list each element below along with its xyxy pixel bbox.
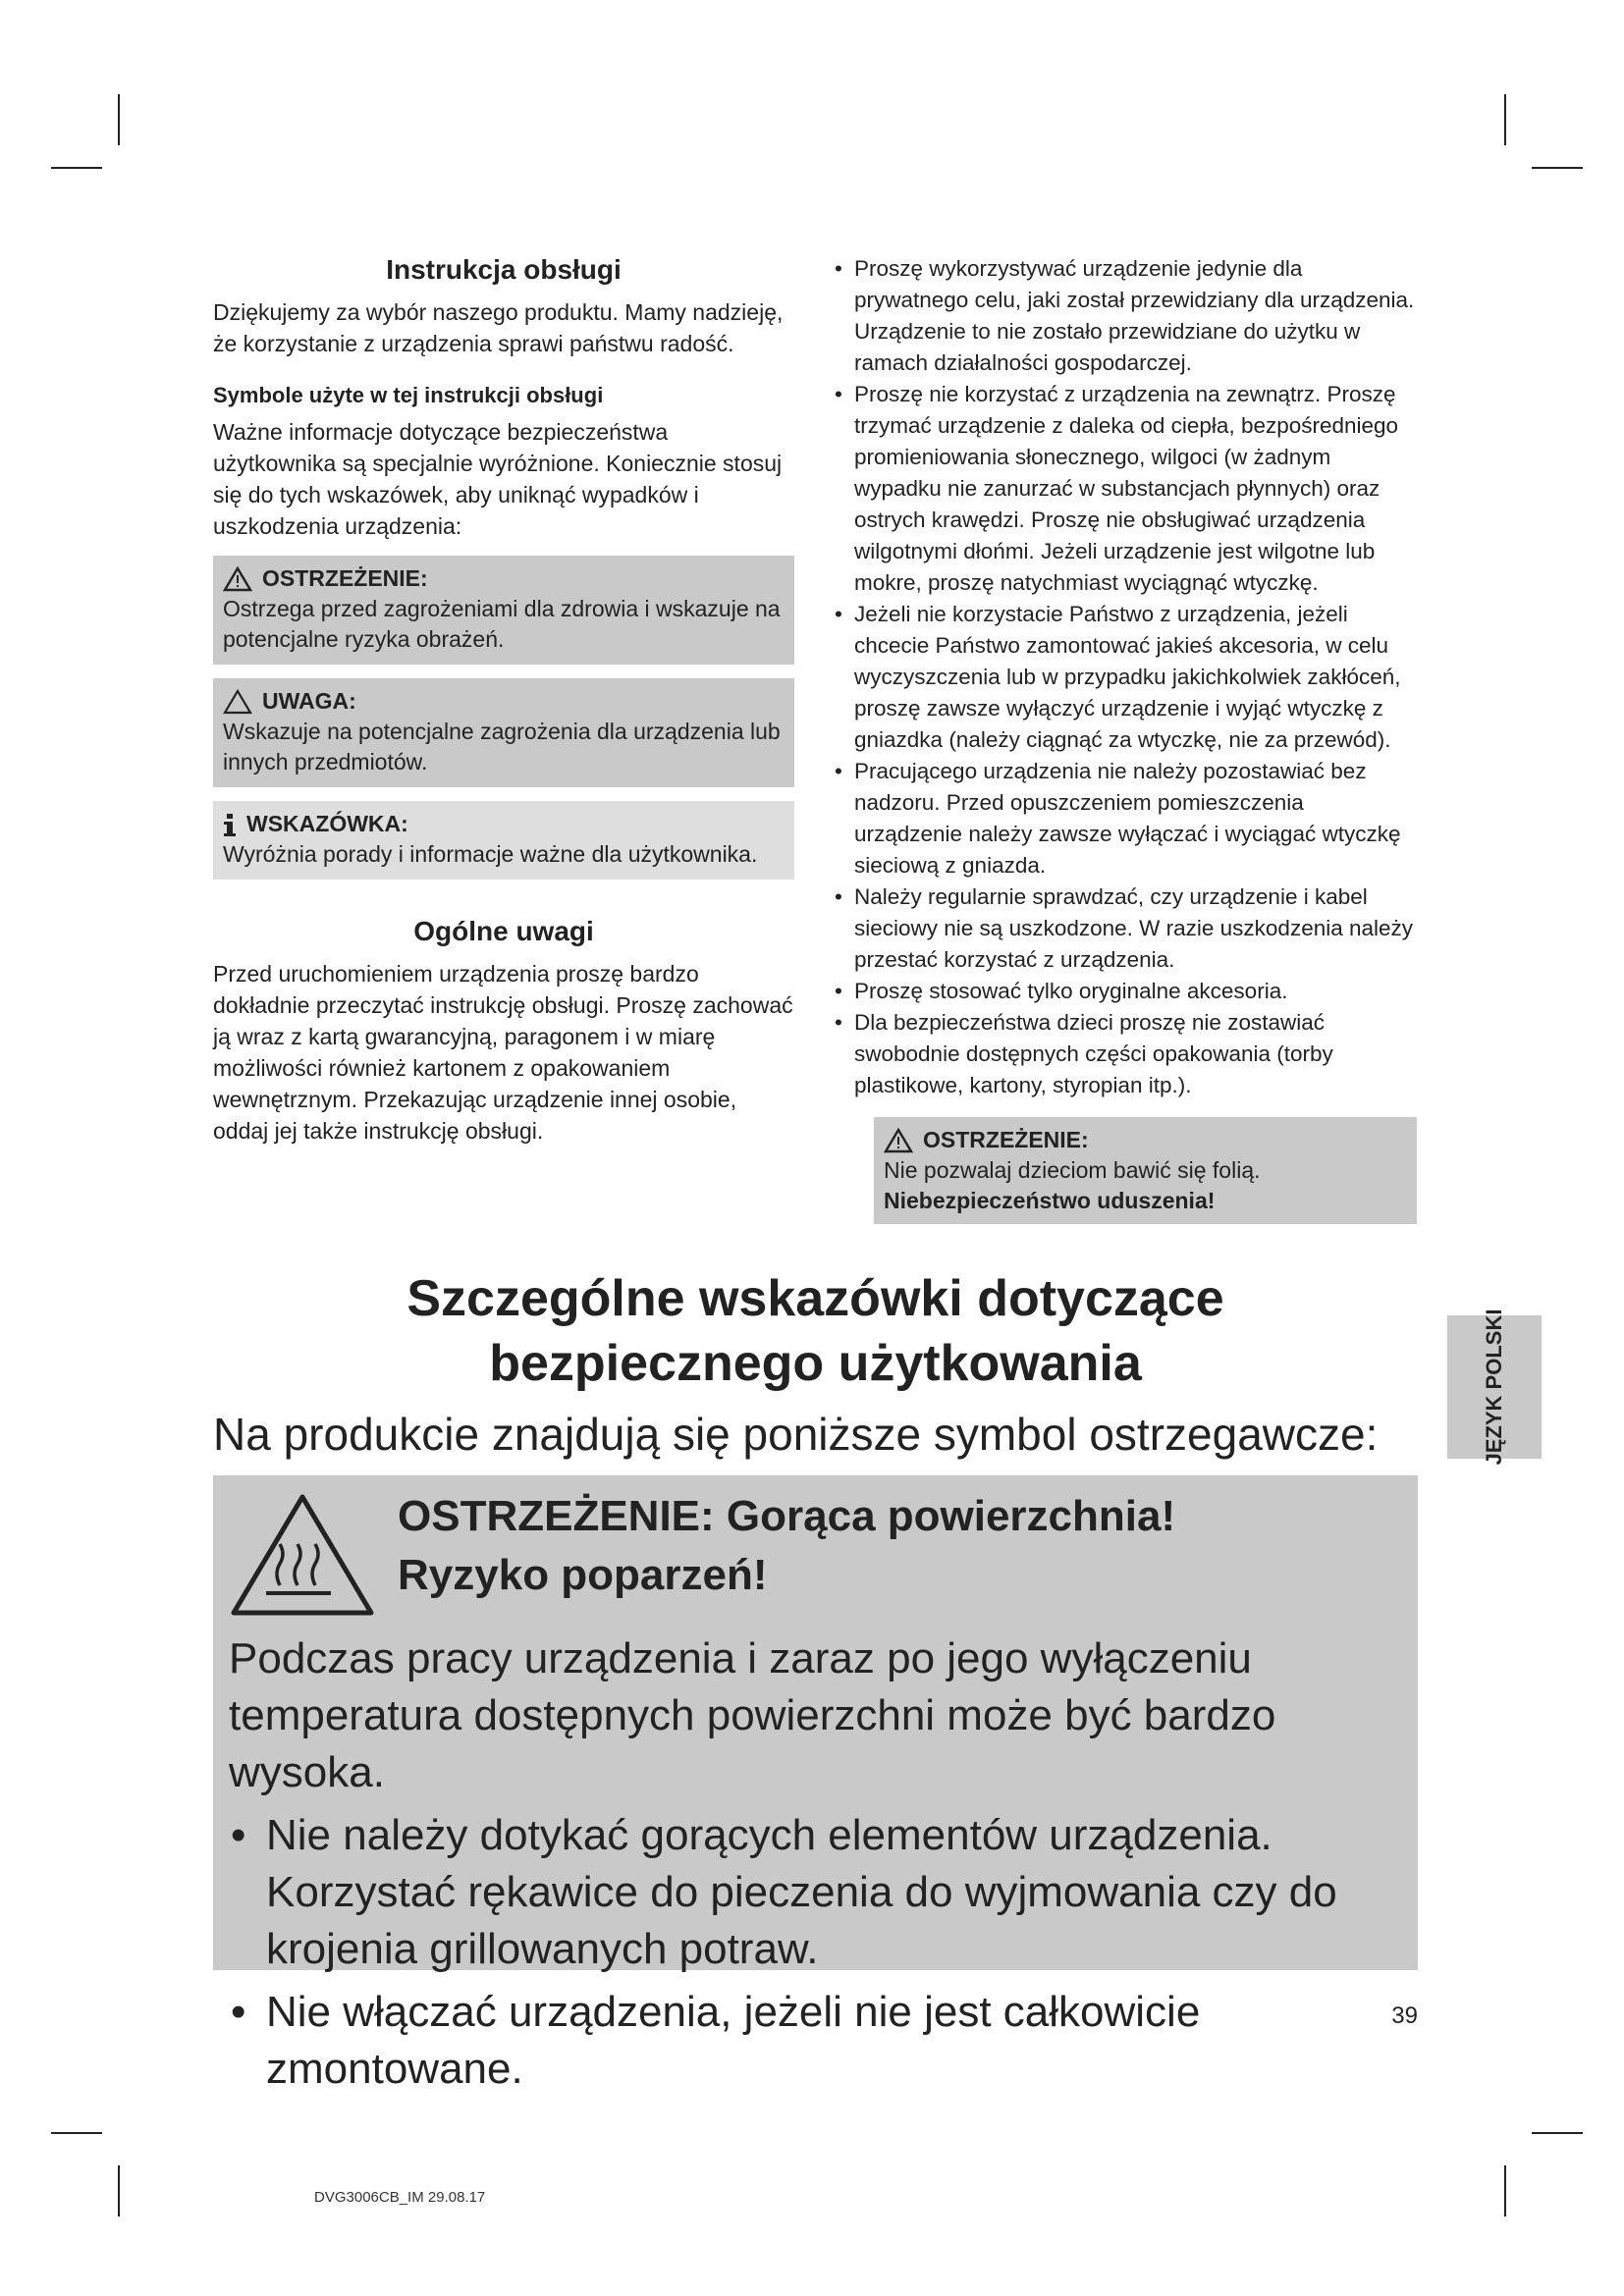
language-tab <box>1447 1308 1542 1466</box>
warning-notice <box>213 556 794 665</box>
warning-icon <box>223 566 252 592</box>
note-text: Wyróżnia porady i informacje ważne dla użytkownika. <box>223 841 758 867</box>
hot-surface-icon <box>229 1491 376 1619</box>
list-item: • Dla bezpieczeństwa dzieci proszę nie zostawiać swobodnie dostępnych części opakowania (torby plastikowe, kartony, styropian itp.). <box>833 1007 1417 1101</box>
children-warning-emphasis: Niebezpieczeństwo uduszenia! <box>884 1188 1216 1213</box>
list-item: • Nie należy dotykać gorących elementów urządzenia. Korzystać rękawice do pieczenia do wyjmowania czy do krojenia grillowanych potraw. <box>229 1807 1400 1978</box>
safety-list <box>833 253 1417 1101</box>
list-item: • Proszę nie korzystać z urządzenia na zewnątrz. Proszę trzymać urządzenie z daleka od ciepła, bezpośredniego promieniowania słonecznego, wilgoci (w żadnym wypadku nie zanurzać w substancjach płynnych) oraz ostrych krawędzi. Proszę nie obsługiwać urządzenia wilgotnymi dłońmi. Jeżeli urządzenie jest wilgotne lub mokre, proszę natychmiast wyciągnąć wtyczkę. <box>833 379 1417 599</box>
crop-mark <box>1504 94 1506 145</box>
symbols-text: Ważne informacje dotyczące bezpieczeństwa użytkownika są specjalnie wyróżnione. Koniecznie stosuj się do tych wskazówek, aby uniknąć wypadków i uszkodzenia urządzenia: <box>213 419 783 539</box>
list-item: • Należy regularnie sprawdzać, czy urządzenie i kabel sieciowy nie są uszkodzone. W razie uszkodzenia należy przestać korzystać z urządzenia. <box>833 881 1417 976</box>
crop-mark <box>51 2132 102 2134</box>
special-title-line2: bezpiecznego użytkowania <box>489 1335 1142 1392</box>
general-title: Ogólne uwagi <box>413 916 594 946</box>
list-item: • Proszę stosować tylko oryginalne akcesoria. <box>833 976 1417 1007</box>
special-subtitle: Na produkcie znajdują się poniższe symbol ostrzegawcze: <box>213 1409 1379 1460</box>
caution-text: Wskazuje na potencjalne zagrożenia dla urządzenia lub innych przedmiotów. <box>223 719 781 774</box>
symbols-heading: Symbole użyte w tej instrukcji obsługi <box>213 383 604 407</box>
crop-mark <box>1532 167 1583 169</box>
special-title-line1: Szczególne wskazówki dotyczące <box>406 1270 1224 1327</box>
general-text: Przed uruchomieniem urządzenia proszę bardzo dokładnie przeczytać instrukcję obsługi. Proszę zachować ją wraz z kartą gwarancyjną, paragonem i w miarę możliwości również kartonem z opakowaniem wewnętrznym. Przekazując urządzenie innej osobie, oddaj jej także instrukcję obsługi. <box>213 961 793 1144</box>
special-title <box>213 1266 1418 1396</box>
list-item: • Nie włączać urządzenia, jeżeli nie jest całkowicie zmontowane. <box>229 1984 1400 2098</box>
crop-mark <box>1504 2165 1506 2216</box>
warning-title: OSTRZEŻENIE: <box>262 565 428 591</box>
hazard-title-1: OSTRZEŻENIE: Gorąca powierzchnia! <box>398 1492 1176 1540</box>
children-warning-text: Nie pozwalaj dzieciom bawić się folią. <box>884 1157 1261 1183</box>
caution-notice <box>213 678 794 787</box>
left-column <box>213 253 794 1147</box>
caution-title: UWAGA: <box>262 688 356 714</box>
footer-code: DVG3006CB_IM 29.08.17 <box>314 2189 486 2206</box>
info-icon <box>223 812 237 837</box>
note-notice <box>213 801 794 880</box>
crop-mark <box>118 94 120 145</box>
caution-icon <box>223 689 252 715</box>
intro-text: Dziękujemy za wybór naszego produktu. Mamy nadzieję, że korzystanie z urządzenia sprawi państwu radość. <box>213 299 784 356</box>
right-column <box>833 253 1417 1224</box>
children-warning-title: OSTRZEŻENIE: <box>923 1127 1089 1152</box>
hazard-title-2: Ryzyko poparzeń! <box>398 1551 768 1599</box>
list-item: • Jeżeli nie korzystacie Państwo z urządzenia, jeżeli chcecie Państwo zamontować jakieś akcesoria, w celu wyczyszczenia lub w przypadku jakichkolwiek zakłóceń, proszę zawsze wyłączyć urządzenie i wyjąć wtyczkę z gniazdka (należy ciągnąć za wtyczkę, nie za przewód). <box>833 599 1417 756</box>
hazard-text: Podczas pracy urządzenia i zaraz po jego wyłączeniu temperatura dostępnych powierzchni może być bardzo wysoka. <box>229 1634 1276 1796</box>
hazard-list <box>229 1807 1400 2098</box>
manual-title: Instrukcja obsługi <box>386 254 622 285</box>
list-item: • Pracującego urządzenia nie należy pozostawiać bez nadzoru. Przed opuszczeniem pomieszczenia urządzenie należy zawsze wyłączać i wyciągać wtyczkę sieciową z gniazda. <box>833 756 1417 881</box>
warning-text: Ostrzega przed zagrożeniami dla zdrowia i wskazuje na potencjalne ryzyka obrażeń. <box>223 596 781 652</box>
children-warning <box>874 1117 1417 1224</box>
crop-mark <box>118 2165 120 2216</box>
page-number: 39 <box>1391 2002 1418 2029</box>
list-item: • Proszę wykorzystywać urządzenie jedynie dla prywatnego celu, jaki został przewidziany dla urządzenia. Urządzenie to nie zostało przewidziane do użytku w ramach działalności gospodarczej. <box>833 253 1417 379</box>
crop-mark <box>51 167 102 169</box>
crop-mark <box>1532 2132 1583 2134</box>
language-tab-label: JĘZYK POLSKI <box>1482 1308 1506 1466</box>
note-title: WSKAZÓWKA: <box>246 811 408 836</box>
warning-icon <box>884 1128 913 1153</box>
